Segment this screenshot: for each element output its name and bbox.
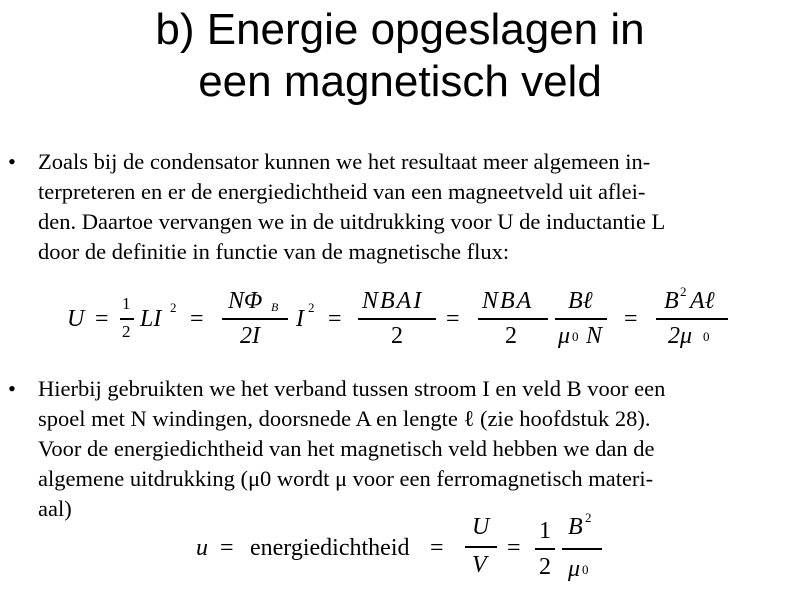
eq2-B: B xyxy=(568,514,583,540)
eq-B-sub: B xyxy=(271,300,279,314)
fraction-bar xyxy=(358,318,436,320)
bullet-icon: • xyxy=(8,376,16,401)
fraction-bar xyxy=(562,548,602,550)
fraction-bar xyxy=(478,318,548,320)
eq2-word: energiedichtheid xyxy=(250,535,410,561)
eq2-mu: μ xyxy=(568,556,581,582)
eq-two: 2 xyxy=(391,323,403,349)
eq2-two: 2 xyxy=(539,554,551,580)
paragraph-2-line: aal) xyxy=(38,496,72,521)
eq2-V: V xyxy=(472,552,487,578)
fraction-bar xyxy=(120,318,134,320)
eq-equals: = xyxy=(190,306,204,332)
paragraph-1 xyxy=(8,147,788,267)
paragraph-2-line: spoel met N windingen, doorsnede A en lengte ℓ (zie hoofdstuk 28). xyxy=(38,406,651,431)
energy-equation xyxy=(0,280,800,360)
eq-NPhi: NΦ xyxy=(228,288,263,314)
eq2-u: u xyxy=(196,535,208,561)
eq-2I: 2I xyxy=(240,323,260,349)
paragraph-1-line: door de definitie in functie van de magnetische flux: xyxy=(38,239,510,264)
eq-N: N xyxy=(586,323,603,349)
fraction-bar xyxy=(555,318,607,320)
eq-I: I xyxy=(296,306,304,332)
eq-half-num: 1 xyxy=(122,294,131,313)
eq-mu0: μ xyxy=(558,323,571,349)
eq-equals: = xyxy=(95,306,109,332)
paragraph-1-line: terpreteren en er de energiedichtheid van een magneetveld uit aflei- xyxy=(38,179,646,204)
eq-B2: B xyxy=(664,288,679,314)
eq-sq: 2 xyxy=(170,300,177,315)
eq-equals: = xyxy=(446,306,460,332)
paragraph-2 xyxy=(8,374,788,524)
fraction-bar xyxy=(465,546,497,548)
eq-2mu: 2μ xyxy=(668,323,693,349)
eq-NBAI: NBAI xyxy=(362,288,424,314)
bullet-icon: • xyxy=(8,149,16,174)
eq-zero: 0 xyxy=(703,329,710,344)
eq-NBA: NBA xyxy=(482,288,534,314)
paragraph-2-line: Hierbij gebruikten we het verband tussen stroom I en veld B voor een xyxy=(38,376,666,401)
fraction-bar xyxy=(535,548,555,550)
eq-equals: = xyxy=(328,306,342,332)
eq-half-den: 2 xyxy=(122,322,131,341)
paragraph-2-line: Voor de energiedichtheid van het magnetisch veld hebben we dan de xyxy=(38,436,655,461)
eq-equals: = xyxy=(624,306,638,332)
title-line-2: een magnetisch veld xyxy=(198,57,602,106)
eq2-zero: 0 xyxy=(582,562,589,577)
title-line-1: b) Energie opgeslagen in xyxy=(155,5,645,54)
eq2-one: 1 xyxy=(539,518,551,544)
eq2-sq: 2 xyxy=(585,510,592,525)
eq2-equals: = xyxy=(507,535,521,561)
paragraph-1-line: den. Daartoe vervangen we in de uitdrukking voor U de inductantie L xyxy=(38,209,666,234)
paragraph-2-line: algemene uitdrukking (μ0 wordt μ voor een ferromagnetisch materi- xyxy=(38,466,654,491)
eq-two: 2 xyxy=(505,323,517,349)
eq-LI: LI xyxy=(140,306,162,332)
eq-U: U xyxy=(67,306,85,332)
fraction-bar xyxy=(656,318,728,320)
eq-sq: 2 xyxy=(308,300,315,315)
eq2-equals: = xyxy=(220,535,234,561)
eq2-U: U xyxy=(472,514,490,540)
eq-sq: 2 xyxy=(680,284,687,299)
paragraph-1-line: Zoals bij de condensator kunnen we het resultaat meer algemeen in- xyxy=(38,149,651,174)
energy-density-equation xyxy=(0,510,800,598)
eq-Bl: Bℓ xyxy=(568,288,593,314)
slide-title xyxy=(0,4,800,108)
eq-zero: 0 xyxy=(572,329,579,344)
eq2-equals: = xyxy=(430,535,444,561)
fraction-bar xyxy=(222,318,288,320)
eq-Al: Aℓ xyxy=(690,288,715,314)
